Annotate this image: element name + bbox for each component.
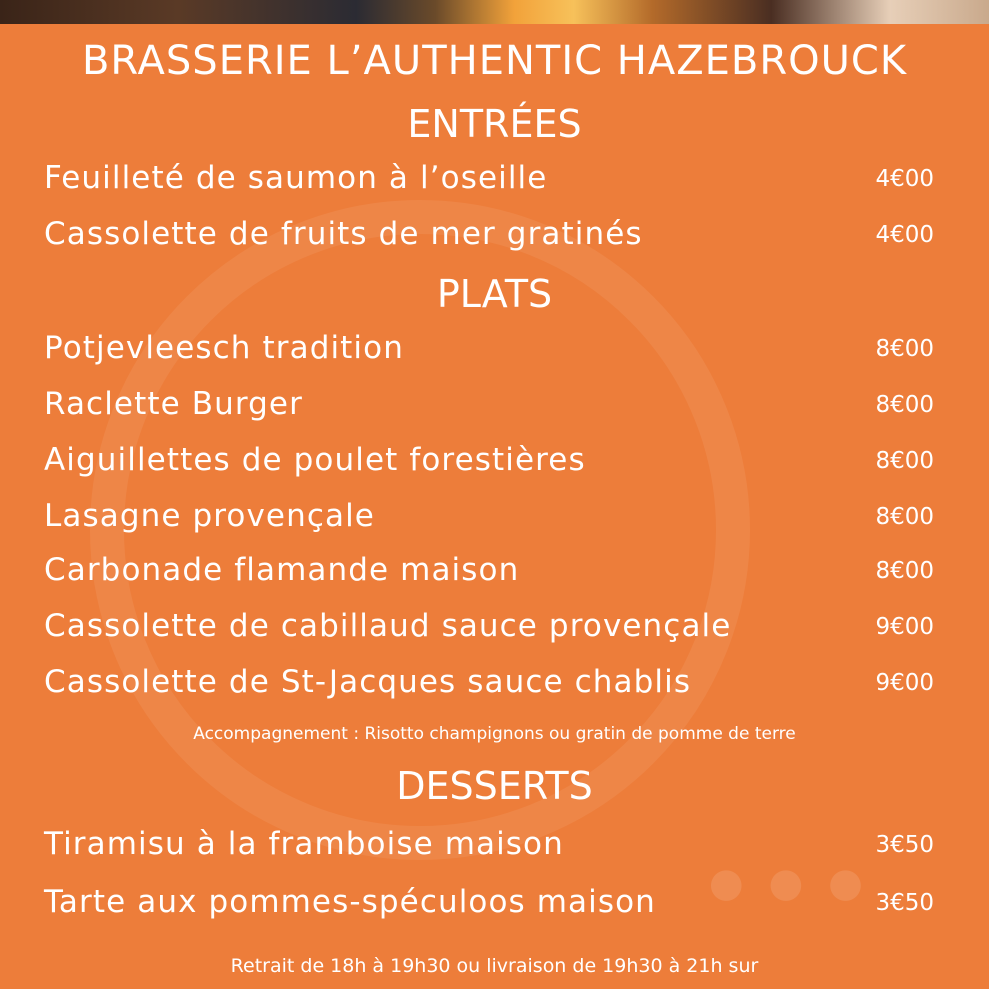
menu-item-price: 3€50 bbox=[875, 832, 934, 858]
menu-item bbox=[44, 442, 944, 482]
menu-item bbox=[44, 160, 944, 200]
menu-item-name: Carbonade flamande maison bbox=[44, 552, 520, 588]
section-title-plats: PLATS bbox=[436, 272, 553, 316]
menu-item-price: 9€00 bbox=[875, 670, 934, 696]
menu-item-name: Potjevleesch tradition bbox=[44, 330, 404, 366]
section-title-desserts: DESSERTS bbox=[396, 764, 593, 808]
menu-item bbox=[44, 498, 944, 538]
accompaniment-note: Accompagnement : Risotto champignons ou gratin de pomme de terre bbox=[193, 724, 796, 744]
menu-item-price: 8€00 bbox=[875, 392, 934, 418]
menu-item bbox=[44, 216, 944, 256]
menu-item-price: 4€00 bbox=[875, 222, 934, 248]
menu-item bbox=[44, 664, 944, 704]
menu-item bbox=[44, 884, 944, 924]
menu-item-name: Raclette Burger bbox=[44, 386, 303, 422]
menu-item-price: 8€00 bbox=[875, 336, 934, 362]
menu-item bbox=[44, 826, 944, 866]
menu-item-price: 9€00 bbox=[875, 614, 934, 640]
menu-item-price: 8€00 bbox=[875, 448, 934, 474]
menu-item-name: Tiramisu à la framboise maison bbox=[44, 826, 564, 862]
menu-item-price: 3€50 bbox=[875, 890, 934, 916]
header-photo-strip bbox=[0, 0, 989, 24]
menu-item-name: Cassolette de fruits de mer gratinés bbox=[44, 216, 643, 252]
restaurant-title: BRASSERIE L’AUTHENTIC HAZEBROUCK bbox=[81, 38, 908, 84]
menu-item bbox=[44, 552, 944, 592]
menu-item-name: Tarte aux pommes-spéculoos maison bbox=[44, 884, 656, 920]
section-title-entrees: ENTRÉES bbox=[407, 102, 582, 146]
pickup-delivery-info: Retrait de 18h à 19h30 ou livraison de 19h30 à 21h sur bbox=[230, 955, 759, 977]
menu-item bbox=[44, 386, 944, 426]
menu-item-name: Cassolette de cabillaud sauce provençale bbox=[44, 608, 732, 644]
menu-item-name: Feuilleté de saumon à l’oseille bbox=[44, 160, 548, 196]
menu-item bbox=[44, 330, 944, 370]
menu-item bbox=[44, 608, 944, 648]
menu-item-price: 8€00 bbox=[875, 558, 934, 584]
menu-item-price: 4€00 bbox=[875, 166, 934, 192]
menu-item-name: Aiguillettes de poulet forestières bbox=[44, 442, 586, 478]
menu-item-name: Lasagne provençale bbox=[44, 498, 375, 534]
decorative-dots: ● ● ● bbox=[708, 860, 869, 906]
menu-item-name: Cassolette de St-Jacques sauce chablis bbox=[44, 664, 692, 700]
menu-item-price: 8€00 bbox=[875, 504, 934, 530]
